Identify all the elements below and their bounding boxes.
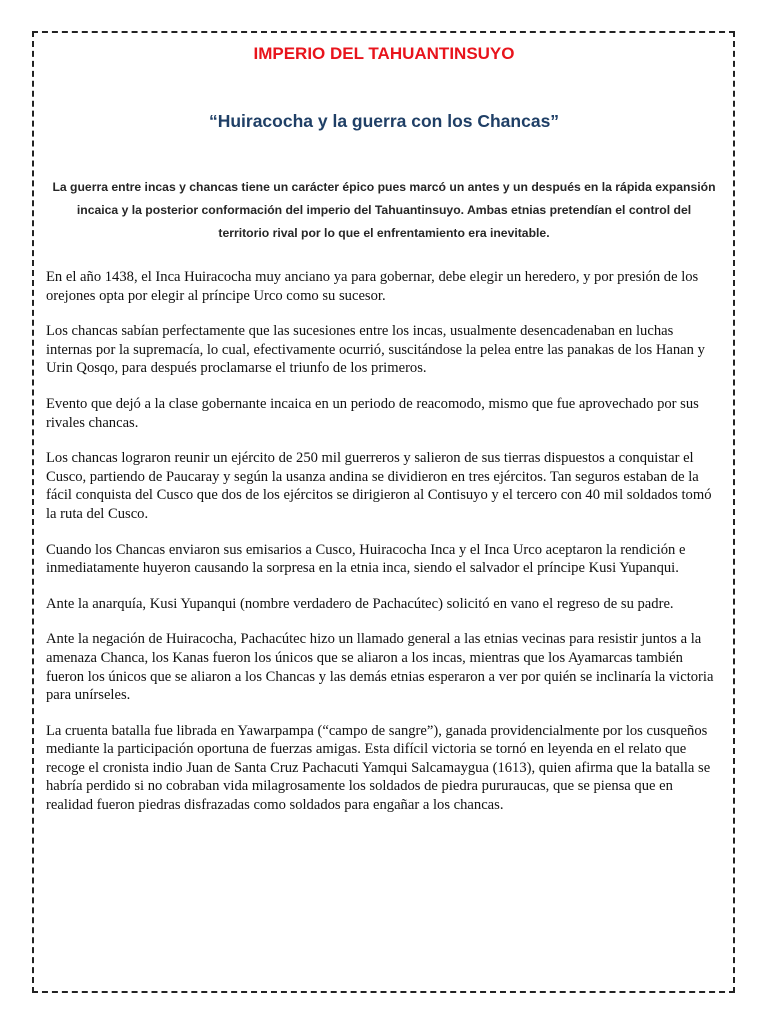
document-body (46, 268, 722, 832)
body-paragraph-3: Evento que dejó a la clase gobernante incaica en un periodo de reacomodo, mismo que fue aprovechado por sus rivales chancas. (46, 395, 699, 431)
body-paragraph-4: Los chancas lograron reunir un ejército de 250 mil guerreros y salieron de sus tierras dispuestos a conquistar el Cusco, partiendo de Paucaray y según la usanza andina se dividieron en tres ejércitos. Tan seguros estaban de la fácil conquista del Cusco que dos de los ejércitos se dirigieron al Contisuyo y el tercero con 40 mil soldados tomó la ruta del Cusco. (46, 450, 712, 522)
body-paragraph-5: Cuando los Chancas enviaron sus emisarios a Cusco, Huiracocha Inca y el Inca Urco aceptaron la rendición e inmediatamente huyeron causando la sorpresa en la etnia inca, siendo el salvador el príncipe Kusi Yupanqui. (46, 541, 686, 577)
document-subtitle: “Huiracocha y la guerra con los Chancas” (208, 111, 560, 131)
intro-paragraph: La guerra entre incas y chancas tiene un carácter épico pues marcó un antes y un después en la rápida expansión incaica y la posterior conformación del imperio del Tahuantinsuyo. Ambas etnias pretendían el control del territorio rival por lo que el enfrentamiento era inevitable. (52, 180, 716, 240)
document-title: IMPERIO DEL TAHUANTINSUYO (253, 44, 515, 63)
body-paragraph-1: En el año 1438, el Inca Huiracocha muy anciano ya para gobernar, debe elegir un heredero, y por presión de los orejones opta por elegir al príncipe Urco como su sucesor. (46, 269, 699, 304)
body-paragraph-8: La cruenta batalla fue librada en Yawarpampa (“campo de sangre”), ganada providencialmente por los cusqueños mediante la participación oportuna de fuerzas amigas. Esta difícil victoria se tornó en leyenda en el relato que recoge el cronista indio Juan de Santa Cruz Pachacuti Yamqui Salcamaygua (1613), quien afirma que la batalla se habría perdido si no cobraban vida milagrosamente los soldados de piedra pururaucas, que se piensa que en realidad fueron piedras disfrazadas como soldados para engañar a los chancas. (46, 722, 711, 814)
body-paragraph-6: Ante la anarquía, Kusi Yupanqui (nombre verdadero de Pachacútec) solicitó en vano el regreso de su padre. (46, 595, 674, 612)
body-paragraph-7: Ante la negación de Huiracocha, Pachacútec hizo un llamado general a las etnias vecinas para resistir juntos a la amenaza Chanca, los Kanas fueron los únicos que se aliaron a los incas, mientras que los Ayamarcas también fueron los únicos que se aliaron a los Chancas y las demás etnias esperaron a ver por quién se inclinaría la victoria para unírseles. (46, 631, 714, 704)
body-paragraph-2: Los chancas sabían perfectamente que las sucesiones entre los incas, usualmente desencadenaban en luchas internas por la supremacía, lo cual, efectivamente ocurrió, suscitándose la pelea entre las panakas de los Hanan y Urin Qosqo, para después proclamarse el triunfo de los primeros. (46, 323, 705, 377)
